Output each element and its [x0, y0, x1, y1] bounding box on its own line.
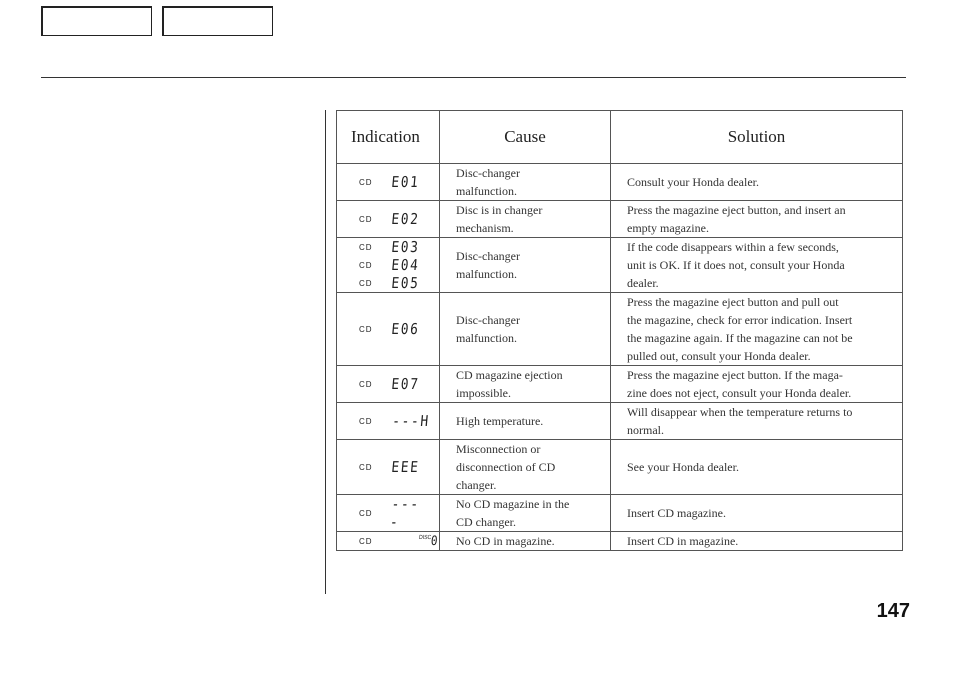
error-code: E02 — [390, 210, 421, 228]
indication-display — [337, 274, 439, 292]
solution-text: If the code disappears within a few seconds, — [627, 240, 839, 254]
solution-text: the magazine, check for error indication. Insert — [627, 313, 853, 327]
solution-text: See your Honda dealer. — [627, 460, 739, 474]
solution-cell — [611, 366, 903, 403]
cause-cell — [440, 293, 611, 366]
cause-text: disconnection of CD — [456, 460, 556, 474]
indication-cell — [337, 495, 440, 532]
indication-display — [337, 532, 439, 550]
error-code: EEE — [390, 458, 421, 476]
cd-label: CD — [359, 416, 373, 426]
indication-cell — [337, 293, 440, 366]
solution-cell — [611, 238, 903, 293]
header-divider — [41, 77, 906, 78]
solution-text: zine does not eject, consult your Honda dealer. — [627, 386, 852, 400]
indication-display — [337, 375, 439, 393]
solution-text: Consult your Honda dealer. — [627, 175, 759, 189]
cause-text: Disc-changer — [456, 313, 520, 327]
solution-text: pulled out, consult your Honda dealer. — [627, 349, 811, 363]
cause-text: CD magazine ejection — [456, 368, 563, 382]
table-row — [337, 201, 903, 238]
cd-changer-indications-table — [336, 110, 903, 551]
page-number: 147 — [876, 600, 910, 622]
header-cause: Cause — [440, 111, 611, 164]
cause-cell — [440, 403, 611, 440]
table-row — [337, 238, 903, 293]
solution-text: Press the magazine eject button and pull out — [627, 295, 839, 309]
solution-text: unit is OK. If it does not, consult your Honda — [627, 258, 845, 272]
error-code: E04 — [390, 256, 421, 274]
solution-text: Insert CD in magazine. — [627, 534, 739, 548]
error-code: E05 — [390, 274, 421, 292]
indication-display — [337, 458, 439, 476]
cause-text: Disc-changer — [456, 166, 520, 180]
solution-text: Will disappear when the temperature returns to — [627, 405, 853, 419]
cd-label: CD — [359, 260, 373, 270]
cause-text: impossible. — [456, 386, 512, 400]
cd-label: CD — [359, 508, 373, 518]
indication-cell — [337, 164, 440, 201]
cause-cell — [440, 440, 611, 495]
solution-text: Press the magazine eject button. If the maga- — [627, 368, 843, 382]
nav-tab-2[interactable] — [162, 6, 273, 36]
solution-text: Insert CD magazine. — [627, 506, 726, 520]
cause-cell — [440, 238, 611, 293]
cause-text: mechanism. — [456, 221, 514, 235]
nav-tab-1[interactable] — [41, 6, 152, 36]
indication-display — [337, 238, 439, 256]
table-row — [337, 440, 903, 495]
table-header-row — [337, 111, 903, 164]
cd-label: CD — [359, 462, 373, 472]
error-code: ---H — [391, 412, 431, 430]
solution-text: empty magazine. — [627, 221, 709, 235]
disc-label: DISC — [418, 534, 432, 541]
cause-text: CD changer. — [456, 515, 516, 529]
cd-label: CD — [359, 242, 373, 252]
cause-text: malfunction. — [456, 184, 517, 198]
cause-text: malfunction. — [456, 331, 517, 345]
cause-text: malfunction. — [456, 267, 517, 281]
column-divider — [325, 110, 326, 594]
cd-label: CD — [359, 177, 373, 187]
solution-text: normal. — [627, 423, 664, 437]
solution-cell — [611, 440, 903, 495]
cause-text: changer. — [456, 478, 497, 492]
table-row — [337, 366, 903, 403]
cause-cell — [440, 201, 611, 238]
table-row — [337, 164, 903, 201]
cd-label: CD — [359, 214, 373, 224]
indication-display — [337, 320, 439, 338]
indication-display — [337, 173, 439, 191]
cause-text: High temperature. — [456, 414, 544, 428]
cause-cell — [440, 495, 611, 532]
header-indication: Indication — [337, 111, 440, 164]
cd-label: CD — [359, 278, 373, 288]
indication-display — [337, 256, 439, 274]
indication-display — [337, 210, 439, 228]
indication-cell — [337, 440, 440, 495]
cause-text: No CD in magazine. — [456, 534, 555, 548]
indication-cell — [337, 532, 440, 551]
cd-label: CD — [359, 324, 373, 334]
cause-text: Disc is in changer — [456, 203, 543, 217]
solution-text: Press the magazine eject button, and insert an — [627, 203, 846, 217]
cause-cell — [440, 164, 611, 201]
indication-cell — [337, 238, 440, 293]
error-code: E03 — [390, 238, 421, 256]
solution-cell — [611, 495, 903, 532]
error-code: E01 — [390, 173, 421, 191]
disc-number: 0 — [430, 533, 439, 549]
cause-text: No CD magazine in the — [456, 497, 570, 511]
cause-cell — [440, 366, 611, 403]
solution-text: dealer. — [627, 276, 659, 290]
table-row — [337, 403, 903, 440]
cause-text: Disc-changer — [456, 249, 520, 263]
error-code: E07 — [390, 375, 421, 393]
indication-display — [337, 495, 439, 531]
table-row — [337, 532, 903, 551]
solution-cell — [611, 532, 903, 551]
indication-display — [337, 412, 439, 430]
indication-cell — [337, 403, 440, 440]
indication-cell — [337, 201, 440, 238]
solution-cell — [611, 201, 903, 238]
disc-indicator — [418, 534, 438, 549]
solution-cell — [611, 293, 903, 366]
indication-cell — [337, 366, 440, 403]
cd-label: CD — [359, 379, 373, 389]
solution-text: the magazine again. If the magazine can not be — [627, 331, 853, 345]
error-code: --- - — [389, 495, 421, 531]
error-code: E06 — [390, 320, 421, 338]
table-row — [337, 293, 903, 366]
cause-text: Misconnection or — [456, 442, 541, 456]
solution-cell — [611, 164, 903, 201]
solution-cell — [611, 403, 903, 440]
cause-cell — [440, 532, 611, 551]
header-solution: Solution — [611, 111, 903, 164]
table-row — [337, 495, 903, 532]
cd-label: CD — [359, 536, 373, 546]
